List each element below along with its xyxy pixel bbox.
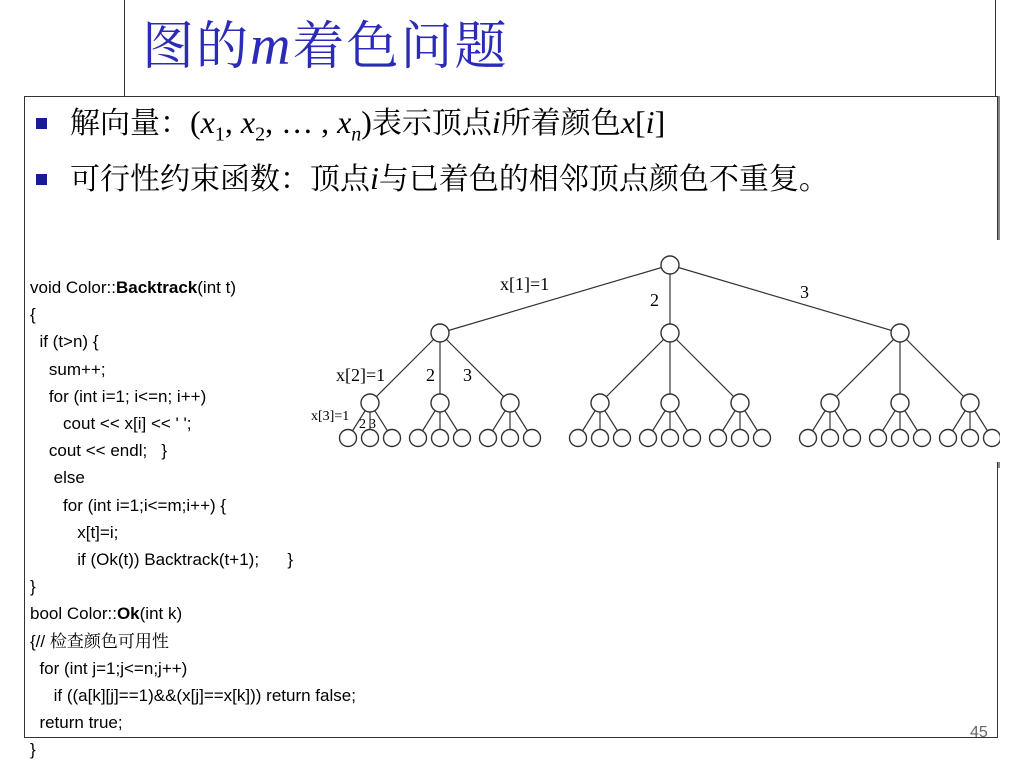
tree-edge	[440, 265, 670, 333]
tree-node	[614, 430, 631, 447]
tree-node	[684, 430, 701, 447]
tree-node	[800, 430, 817, 447]
tree-node	[821, 394, 839, 412]
tree-node	[661, 324, 679, 342]
tree-node	[384, 430, 401, 447]
bullet-solution-vector: 解向量：($x_1$, $x_2$, … , $x_n$)表示顶点i所着颜色x[i]	[30, 100, 970, 156]
tree-node	[524, 430, 541, 447]
tree-node	[984, 430, 1001, 447]
tree-node	[914, 430, 931, 447]
tree-edge	[670, 265, 900, 333]
tree-node	[754, 430, 771, 447]
tree-label-level2-2: 2	[426, 365, 435, 385]
tree-node	[732, 430, 749, 447]
tree-node	[431, 324, 449, 342]
tree-node	[501, 394, 519, 412]
bullet-constraint: 可行性约束函数：顶点i与已着色的相邻顶点颜色不重复。	[30, 156, 970, 202]
tree-node	[340, 430, 357, 447]
tree-label-x1: x[1]=1	[500, 274, 550, 294]
tree-node	[502, 430, 519, 447]
tree-label-x2: x[2]=1	[336, 365, 386, 385]
tree-node	[362, 430, 379, 447]
tree-node	[844, 430, 861, 447]
tree-edge	[600, 333, 670, 403]
tree-node	[570, 430, 587, 447]
tree-node	[892, 430, 909, 447]
bullet-list	[30, 100, 970, 202]
tree-node	[940, 430, 957, 447]
bullet-square-icon	[36, 174, 47, 185]
tree-node	[822, 430, 839, 447]
tree-node	[891, 394, 909, 412]
tree-label-level3-2: 2	[359, 417, 366, 432]
tree-node	[661, 256, 679, 274]
tree-node	[891, 324, 909, 342]
tree-label-x3: x[3]=1	[311, 409, 350, 424]
search-tree-diagram	[300, 240, 1000, 462]
tree-node	[592, 430, 609, 447]
tree-node	[591, 394, 609, 412]
page-number: 45	[970, 724, 988, 741]
tree-node	[662, 430, 679, 447]
code-block: void Color::Backtrack(int t) { if (t>n) { sum++; for (int i=1; i<=n; i++) cout << x[i] << ' '; cout << endl; } else for (int i=1;i<=m;i++) { x[t]=i; if (Ok(t)) Backtrack(t+1); } } bool Color::Ok(int k) {// 检查颜色可用性 for (int j=1;j<=n;j++) if ((a[k][j]==1)&&(x[j]==x[k])) return false; return true; }	[30, 278, 356, 760]
title-var: m	[250, 15, 293, 77]
tree-node	[480, 430, 497, 447]
tree-node	[432, 430, 449, 447]
slide-title: 图的m着色问题	[142, 15, 509, 77]
tree-label-level1-3: 3	[800, 282, 809, 302]
tree-edge	[830, 333, 900, 403]
tree-node	[870, 430, 887, 447]
tree-node	[962, 430, 979, 447]
tree-label-level3-3: 3	[369, 417, 376, 432]
tree-node	[410, 430, 427, 447]
tree-edge	[670, 333, 740, 403]
tree-label-level2-3: 3	[463, 365, 472, 385]
tree-node	[640, 430, 657, 447]
tree-node	[710, 430, 727, 447]
tree-node	[661, 394, 679, 412]
tree-node	[731, 394, 749, 412]
tree-node	[361, 394, 379, 412]
tree-edge	[900, 333, 970, 403]
bullet-square-icon	[36, 118, 47, 129]
tree-node	[454, 430, 471, 447]
tree-node	[431, 394, 449, 412]
tree-edge	[440, 333, 510, 403]
tree-label-level1-2: 2	[650, 290, 659, 310]
tree-node	[961, 394, 979, 412]
